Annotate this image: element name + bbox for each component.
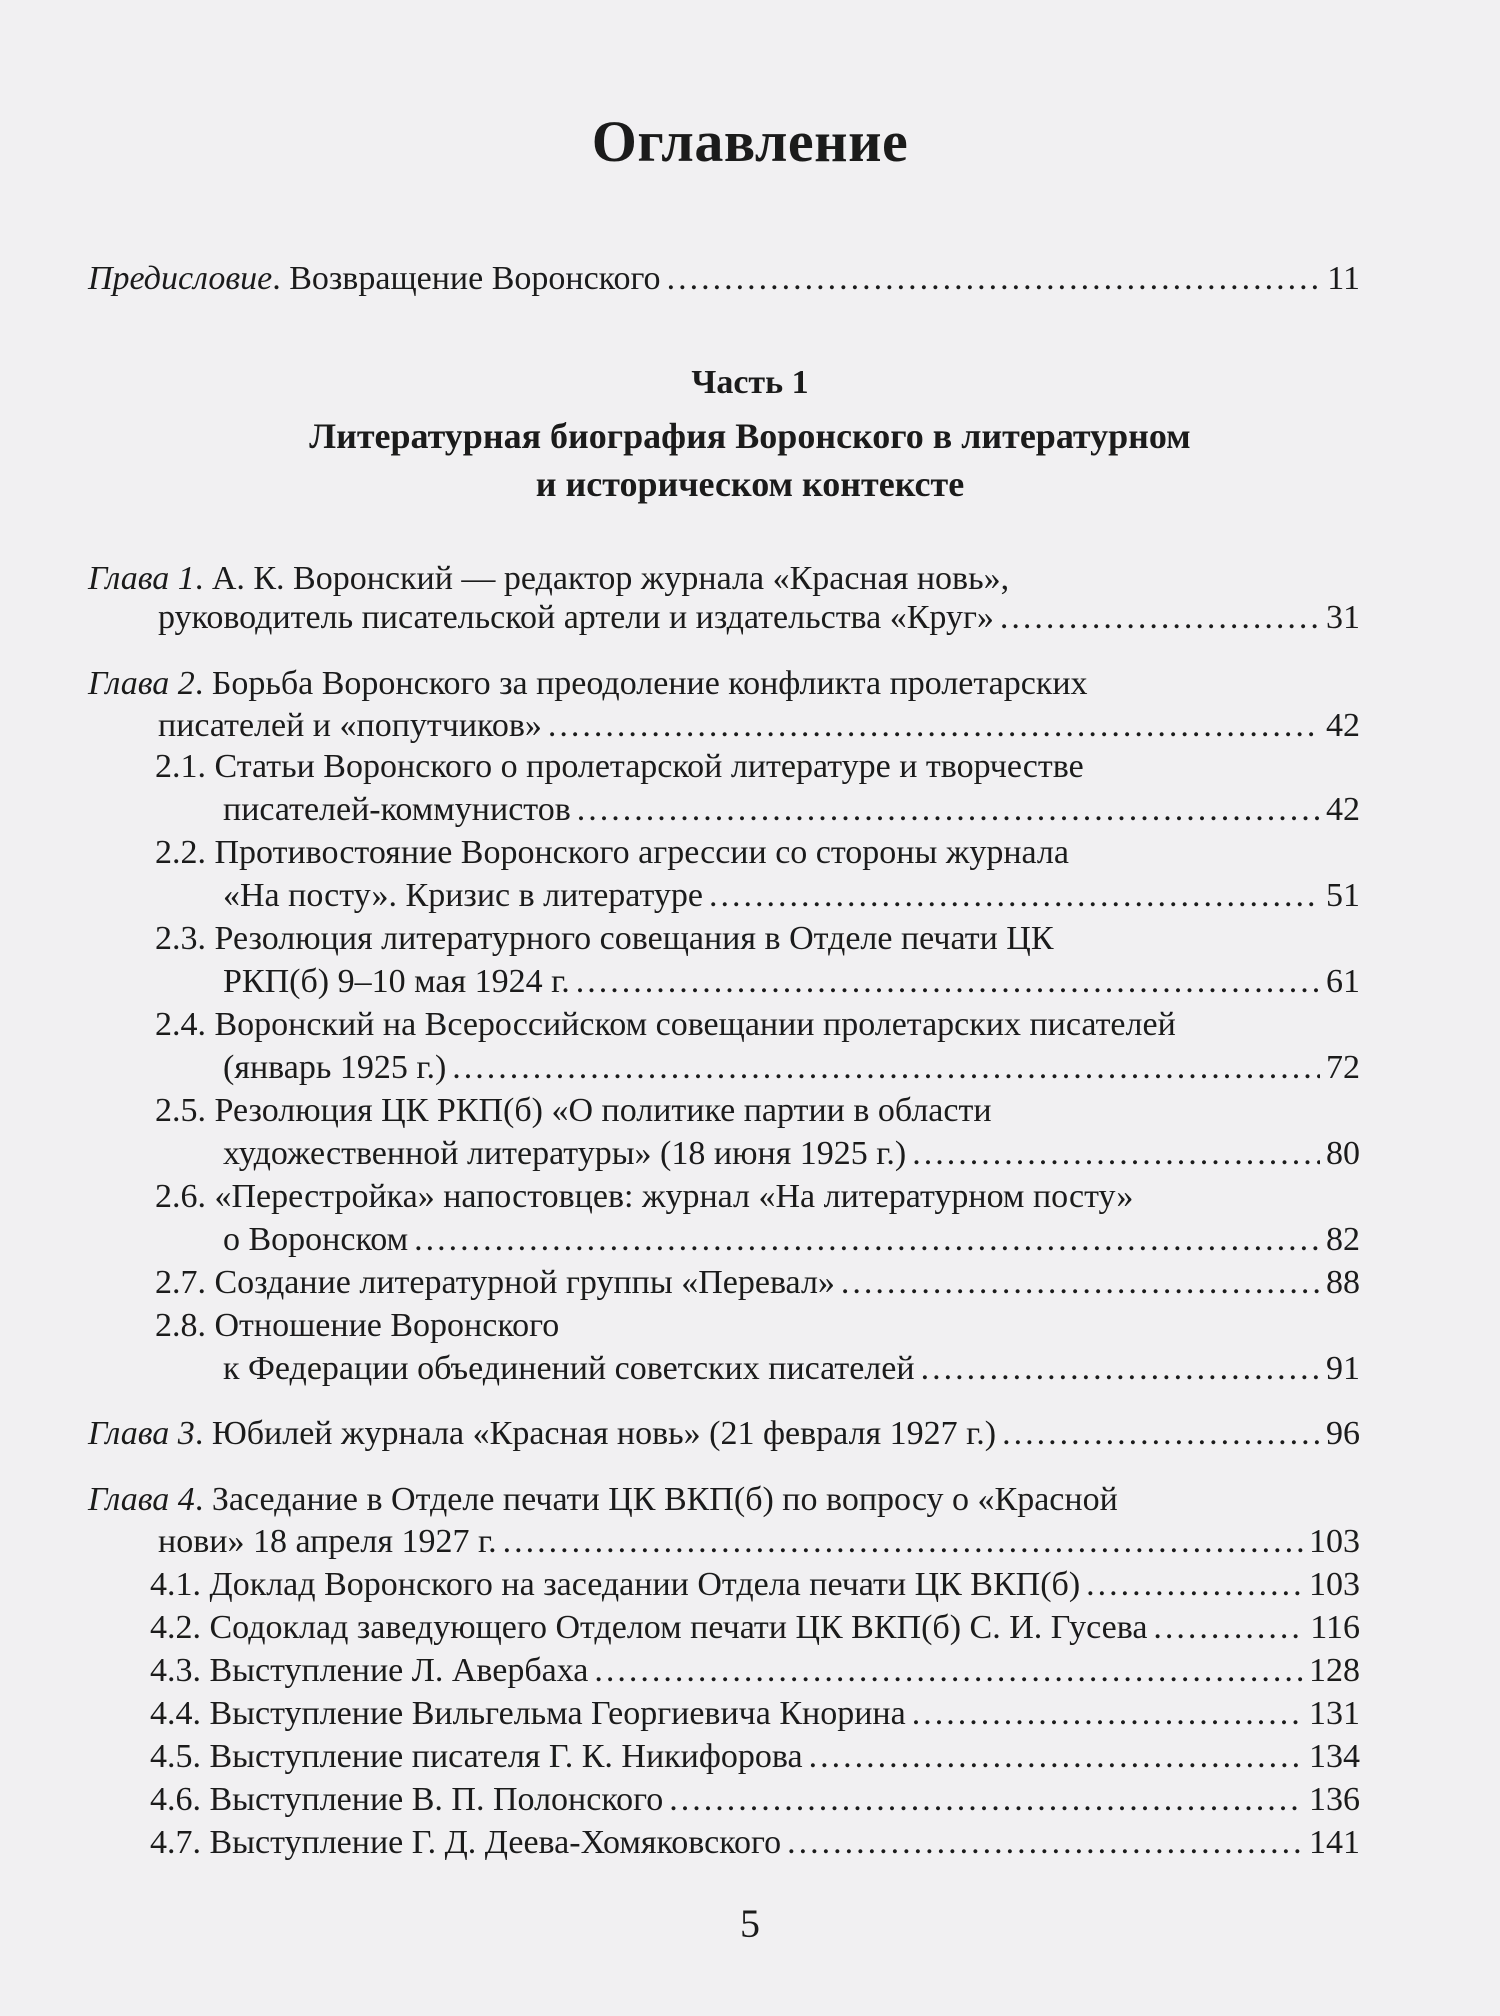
page-ref: 141 (1309, 1824, 1360, 1861)
page-number: 5 (740, 1901, 760, 1946)
page-ref: 131 (1309, 1695, 1360, 1732)
page-ref: 134 (1309, 1738, 1360, 1775)
section-number: 2.1. (155, 748, 206, 785)
page-ref: 103 (1309, 1523, 1360, 1560)
dot-leader (594, 1650, 1303, 1692)
dot-leader (921, 1348, 1320, 1390)
part-title-line-2: и историческом контексте (535, 464, 965, 504)
dot-leader (912, 1133, 1320, 1175)
page-ref: 42 (1326, 707, 1360, 744)
toc-section-4-2: 4.2. Содоклад заведующего Отделом печати ЦК ВКП(б) С. И. Гусева ..... 116 (150, 1607, 1360, 1649)
section-number: 4.4. (150, 1695, 201, 1732)
toc-section-2-6: 2.6. «Перестройка» напостовцев: журнал «На литературном посту» (155, 1178, 1134, 1215)
preface-text: . Возвращение Воронского (272, 260, 661, 297)
part-title-line-1: Литературная биография Воронского в литературном (309, 416, 1191, 456)
page-ref: 51 (1326, 877, 1360, 914)
toc-entry-ch3: Глава 3. Юбилей журнала «Красная новь» (21 февраля 1927 г.) ..... 96 (88, 1413, 1360, 1455)
chapter-label: Глава 3 (88, 1415, 195, 1452)
toc-section-2-1-end: писателей-коммунистов ..... 42 (223, 789, 1360, 831)
page-ref: 31 (1326, 599, 1360, 636)
section-number: 2.6. (155, 1178, 206, 1215)
toc-entry-ch4-line1: Глава 4. Заседание в Отделе печати ЦК ВКП(б) по вопросу о «Красной (88, 1481, 1118, 1518)
toc-section-2-8: 2.8. Отношение Воронского (155, 1307, 560, 1344)
toc-section-2-5-end: художественной литературы» (18 июня 1925 г.) ..... 80 (223, 1133, 1360, 1175)
toc-section-2-8-end: к Федерации объединений советских писателей ..... 91 (223, 1348, 1360, 1390)
dot-leader (709, 875, 1320, 917)
page-ref: 72 (1326, 1049, 1360, 1086)
toc-section-4-6: 4.6. Выступление В. П. Полонского ..... 136 (150, 1779, 1360, 1821)
section-number: 2.7. (155, 1264, 206, 1301)
page-ref: 80 (1326, 1135, 1360, 1172)
toc-section-4-1: 4.1. Доклад Воронского на заседании Отдела печати ЦК ВКП(б) ..... 103 (150, 1564, 1360, 1606)
dot-leader (576, 961, 1320, 1003)
toc-entry-ch4: нови» 18 апреля 1927 г. ..... 103 (158, 1521, 1360, 1563)
part-number: Часть 1 (691, 364, 809, 401)
dot-leader (452, 1047, 1320, 1089)
section-number: 2.2. (155, 834, 206, 871)
dot-leader (1153, 1607, 1304, 1649)
chapter-label: Глава 4 (88, 1481, 195, 1518)
toc-section-2-3-end: РКП(б) 9–10 мая 1924 г. ..... 61 (223, 961, 1360, 1003)
toc-section-2-3: 2.3. Резолюция литературного совещания в Отделе печати ЦК (155, 920, 1054, 957)
section-number: 2.3. (155, 920, 206, 957)
section-number: 2.8. (155, 1307, 206, 1344)
dot-leader (669, 1779, 1303, 1821)
dot-leader (503, 1521, 1303, 1563)
toc-section-2-1: 2.1. Статьи Воронского о пролетарской литературе и творчестве (155, 748, 1084, 785)
dot-leader (577, 789, 1320, 831)
page-ref: 42 (1326, 791, 1360, 828)
section-number: 2.5. (155, 1092, 206, 1129)
toc-section-2-5: 2.5. Резолюция ЦК РКП(б) «О политике партии в области (155, 1092, 992, 1129)
page-ref: 91 (1326, 1350, 1360, 1387)
preface-label: Предисловие (88, 260, 273, 297)
page-ref: 136 (1309, 1781, 1360, 1818)
dot-leader (912, 1693, 1303, 1735)
toc-section-4-3: 4.3. Выступление Л. Авербаха ..... 128 (150, 1650, 1360, 1692)
toc-section-2-2-end: «На посту». Кризис в литературе ..... 51 (223, 875, 1360, 917)
section-number: 4.6. (150, 1781, 201, 1818)
page-title: Оглавление (591, 109, 909, 174)
page-ref: 88 (1326, 1264, 1360, 1301)
toc-entry-ch2: писателей и «попутчиков» ..... 42 (158, 705, 1360, 747)
dot-leader (809, 1736, 1303, 1778)
toc-section-4-7: 4.7. Выступление Г. Д. Деева-Хомяковского ..... 141 (150, 1822, 1360, 1864)
toc-entry-ch2-line1: Глава 2. Борьба Воронского за преодоление конфликта пролетарских (88, 665, 1088, 702)
toc-entry-ch1: руководитель писательской артели и издательства «Круг» ..... 31 (158, 597, 1360, 639)
page-ref: 116 (1310, 1609, 1360, 1646)
section-number: 4.3. (150, 1652, 201, 1689)
part-title (0, 412, 1500, 508)
section-number: 4.2. (150, 1609, 201, 1646)
toc-section-2-4: 2.4. Воронский на Всероссийском совещании пролетарских писателей (155, 1006, 1176, 1043)
dot-leader (1000, 597, 1320, 639)
section-number: 4.1. (150, 1566, 201, 1603)
page-ref: 128 (1309, 1652, 1360, 1689)
section-number: 4.5. (150, 1738, 201, 1775)
page-ref: 61 (1326, 963, 1360, 1000)
toc-section-2-2: 2.2. Противостояние Воронского агрессии со стороны журнала (155, 834, 1069, 871)
dot-leader (667, 258, 1322, 300)
toc-section-2-6-end: о Воронском ..... 82 (223, 1219, 1360, 1261)
dot-leader (787, 1822, 1303, 1864)
chapter-label: Глава 2 (88, 665, 195, 702)
section-number: 2.4. (155, 1006, 206, 1043)
page-ref: 11 (1327, 260, 1360, 297)
dot-leader (1002, 1413, 1320, 1455)
dot-leader (414, 1219, 1320, 1261)
page-ref: 103 (1309, 1566, 1360, 1603)
toc-section-2-4-end: (январь 1925 г.) ..... 72 (223, 1047, 1360, 1089)
section-number: 4.7. (150, 1824, 201, 1861)
dot-leader (548, 705, 1320, 747)
chapter-label: Глава 1 (88, 560, 195, 597)
toc-section-2-7: 2.7. Создание литературной группы «Перевал» ..... 88 (155, 1262, 1360, 1304)
page-ref: 96 (1326, 1415, 1360, 1452)
toc-entry-preface (88, 258, 1360, 300)
toc-entry-ch1-line1: Глава 1. А. К. Воронский — редактор журнала «Красная новь», (88, 560, 1010, 597)
toc-section-4-4: 4.4. Выступление Вильгельма Георгиевича Кнорина ..... 131 (150, 1693, 1360, 1735)
dot-leader (1086, 1564, 1303, 1606)
page-ref: 82 (1326, 1221, 1360, 1258)
toc-section-4-5: 4.5. Выступление писателя Г. К. Никифорова ..... 134 (150, 1736, 1360, 1778)
dot-leader (841, 1262, 1320, 1304)
